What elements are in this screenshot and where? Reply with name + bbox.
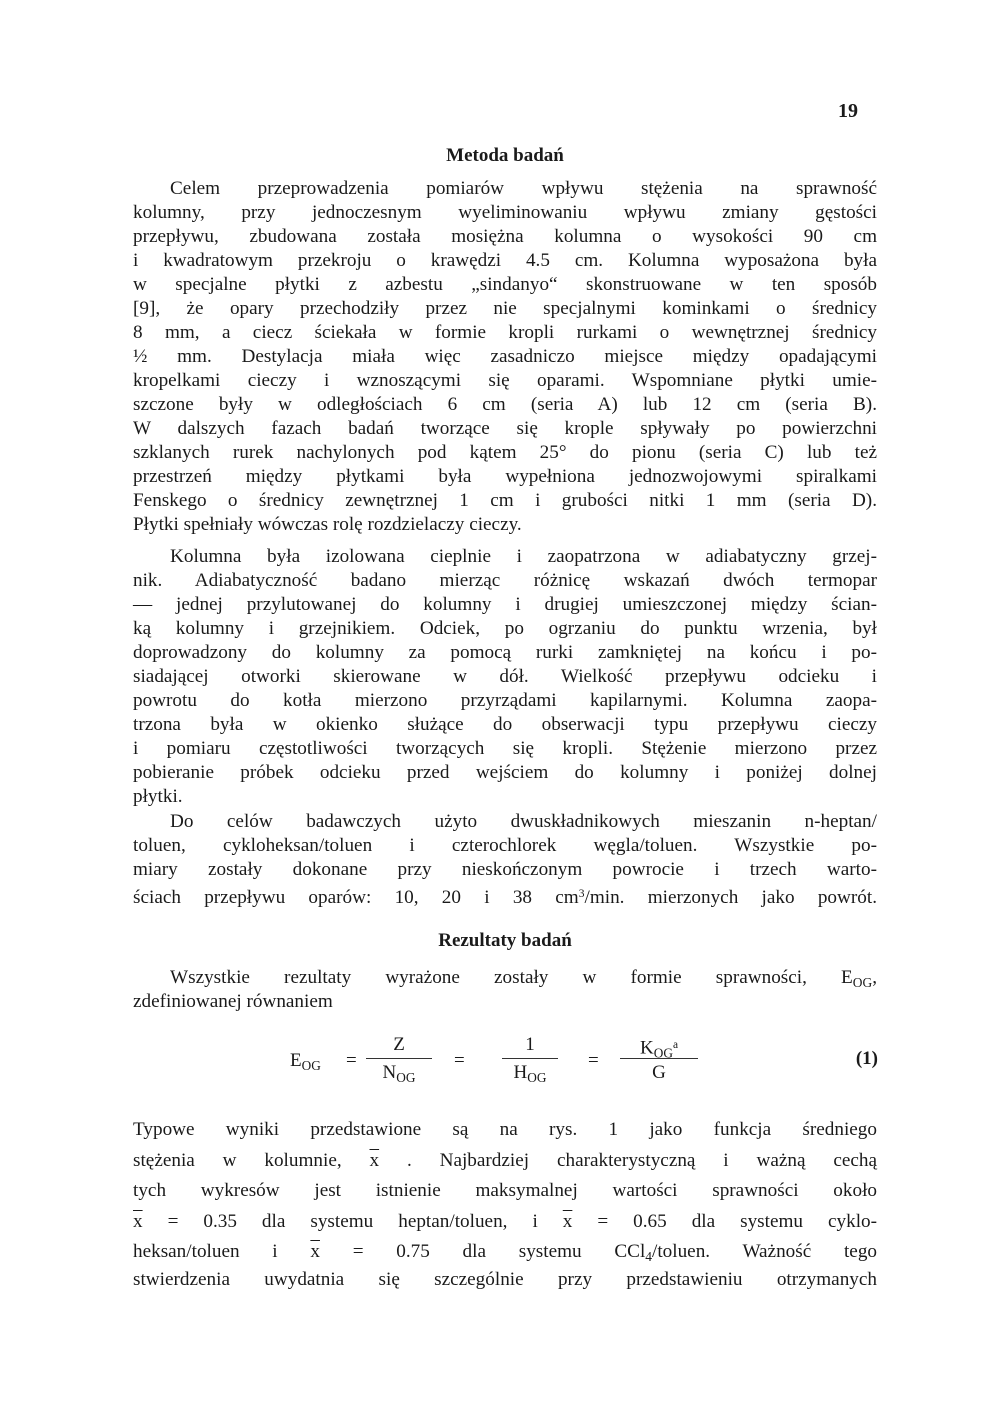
denominator <box>502 1059 558 1087</box>
superscript: a <box>672 1039 678 1051</box>
text-segment: = 0.75 dla systemu CCl <box>352 1241 646 1262</box>
text-segment: . Najbardziej charakterystyczną i ważną cechą <box>406 1149 878 1171</box>
text-line: Celem przeprowadzenia pomiarów wpływu stężenia na sprawność <box>170 178 877 199</box>
text-line: i pomiaru częstotliwości tworzących się kropli. Stężenie mierzono przez <box>133 738 877 759</box>
text-line <box>133 1237 877 1268</box>
equals-sign: = <box>346 1050 357 1071</box>
x-bar-symbol: $\overline{x}$ <box>310 1241 320 1262</box>
x-bar-symbol: $\overline{x}$ <box>369 1149 380 1171</box>
text-line: tych wykresów jest istnienie maksymalnej wartości sprawności około <box>133 1180 877 1201</box>
text-line: — jednej przylutowanej do kolumny i drugiej umieszczonej między ścian- <box>133 594 877 615</box>
equation-1 <box>290 1032 880 1104</box>
symbol-e: E <box>290 1050 302 1071</box>
methods-paragraph-2 <box>133 545 877 809</box>
superscript: 3 <box>578 888 585 900</box>
text-line: doprowadzony do kolumny za pomocą rurki zamkniętej na końcu i po- <box>133 642 877 663</box>
text-line: i kwadratowym przekroju o krawędzi 4.5 cm. Kolumna wyposażona była <box>133 250 877 271</box>
text-line: nik. Adiabatyczność badano mierząc różnicę wskazań dwóch termopar <box>133 570 877 591</box>
text-line: zdefiniowanej równaniem <box>133 991 333 1012</box>
text-segment: heksan/toluen i <box>133 1241 278 1262</box>
subscript: 4 <box>645 1249 652 1265</box>
equation-lhs <box>290 1050 321 1074</box>
equation-number: (1) <box>855 1048 878 1069</box>
text-line: 8 mm, a ciecz ściekała w formie kropli rurkami o wewnętrznej średnicy <box>133 322 877 343</box>
text-line <box>133 882 877 906</box>
results-intro <box>133 966 877 1014</box>
text-line: trzona była w okienko służące do obserwacji typu przepływu cieczy <box>133 714 877 735</box>
text-line: szczone były w odległościach 6 cm (seria A) lub 12 cm (seria B). <box>133 394 877 415</box>
text-line: kolumny, przy jednoczesnym wyeliminowaniu wpływu zmiany gęstości <box>133 202 877 223</box>
text-segment: , <box>872 967 877 988</box>
subscript: OG <box>653 1045 673 1061</box>
subscript: OG <box>852 975 873 991</box>
text-line: przepływu, zbudowana została mosiężna kolumna o wysokości 90 cm <box>133 226 877 247</box>
text-line: pobieranie próbek odcieku przed wejściem do kolumny i poniżej dolnej <box>133 762 877 783</box>
fraction-z-over-nog <box>366 1032 432 1087</box>
text-line: siadającej otworki skierowane w dół. Wielkość przepływu odcieku i <box>133 666 877 687</box>
text-segment: /min. mierzonych jako powrót. <box>584 886 877 908</box>
methods-paragraph-3 <box>133 810 877 906</box>
symbol: H <box>513 1062 528 1083</box>
text-line: miary zostały dokonane przy nieskończonym powrocie i trzech warto- <box>133 859 877 880</box>
subscript: OG <box>396 1069 416 1085</box>
text-line: toluen, cykloheksan/toluen i czterochlorek węgla/toluen. Wszystkie po- <box>133 835 877 856</box>
text-line: w specjalne płytki z azbestu „sindanyo“ skonstruowane w ten sposób <box>133 274 877 295</box>
fraction-1-over-hog <box>502 1032 558 1087</box>
text-line: W dalszych fazach badań tworzące się krople spływały po powierzchni <box>133 418 877 439</box>
x-bar-symbol: $\overline{x}$ <box>562 1210 573 1232</box>
text-segment: Wszystkie rezultaty wyrażone zostały w formie sprawności, E <box>170 967 853 988</box>
text-segment: stężenia w kolumnie, <box>133 1149 342 1171</box>
equals-sign: = <box>588 1050 599 1071</box>
text-line: ką kolumny i grzejnikiem. Odciek, po ogrzaniu do punktu wrzenia, był <box>133 618 877 639</box>
denominator <box>366 1059 432 1087</box>
text-segment: = 0.35 dla systemu heptan/toluen, i <box>167 1210 538 1232</box>
text-segment: ściach przepływu oparów: 10, 20 i 38 cm <box>133 886 579 908</box>
results-paragraph <box>133 1115 877 1292</box>
section-heading-results: Rezultaty badań <box>438 930 572 951</box>
text-line: przestrzeń między płytkami była wypełniona jednozwojowymi spiralkami <box>133 466 877 487</box>
text-line: stwierdzenia uwydatnia się szczególnie przy przedstawieniu otrzymanych <box>133 1268 877 1290</box>
text-segment: = 0.65 dla systemu cyklo- <box>597 1210 878 1232</box>
methods-paragraph-1 <box>133 177 877 537</box>
numerator <box>620 1032 698 1061</box>
text-line: płytki. <box>133 786 183 807</box>
text-line: Fenskego o średnicy zewnętrznej 1 cm i grubości nitki 1 mm (seria D). <box>133 490 877 511</box>
page-number: 19 <box>838 100 858 122</box>
fraction-koga-over-g <box>620 1032 698 1087</box>
section-heading-methods: Metoda badań <box>446 145 564 166</box>
symbol: N <box>382 1062 397 1083</box>
text-line: Płytki spełniały wówczas rolę rozdzielaczy cieczy. <box>133 514 522 535</box>
symbol: K <box>639 1037 654 1059</box>
text-line: Kolumna była izolowana cieplnie i zaopatrzona w adiabatyczny grzej- <box>170 546 877 567</box>
equals-sign: = <box>454 1050 465 1071</box>
text-line: powrotu do kotła mierzono przyrządami kapilarnymi. Kolumna zaopa- <box>133 690 877 711</box>
text-line: Do celów badawczych użyto dwuskładnikowych mieszanin n-heptan/ <box>170 811 877 832</box>
subscript: OG <box>301 1057 321 1073</box>
text-line <box>133 1146 877 1177</box>
text-line <box>133 966 877 990</box>
x-bar-symbol: $\overline{x}$ <box>133 1210 143 1232</box>
text-line: kropelkami cieczy i wznoszącymi się oparami. Wspomniane płytki umie- <box>133 370 877 391</box>
text-line: ½ mm. Destylacja miała więc zasadniczo miejsce między opadającymi <box>133 346 877 367</box>
numerator: 1 <box>525 1034 535 1055</box>
text-line: [9], że opary przechodziły przez nie specjalnymi kominkami o średnicy <box>133 298 877 319</box>
text-segment: /toluen. Ważność tego <box>652 1241 878 1262</box>
denominator: G <box>652 1062 666 1083</box>
text-line: szklanych rurek nachylonych pod kątem 25° do pionu (seria C) lub też <box>133 442 877 463</box>
subscript: OG <box>527 1069 547 1085</box>
text-line <box>133 1207 877 1238</box>
numerator: Z <box>393 1034 405 1055</box>
text-line: Typowe wyniki przedstawione są na rys. 1 jako funkcja średniego <box>133 1119 877 1140</box>
